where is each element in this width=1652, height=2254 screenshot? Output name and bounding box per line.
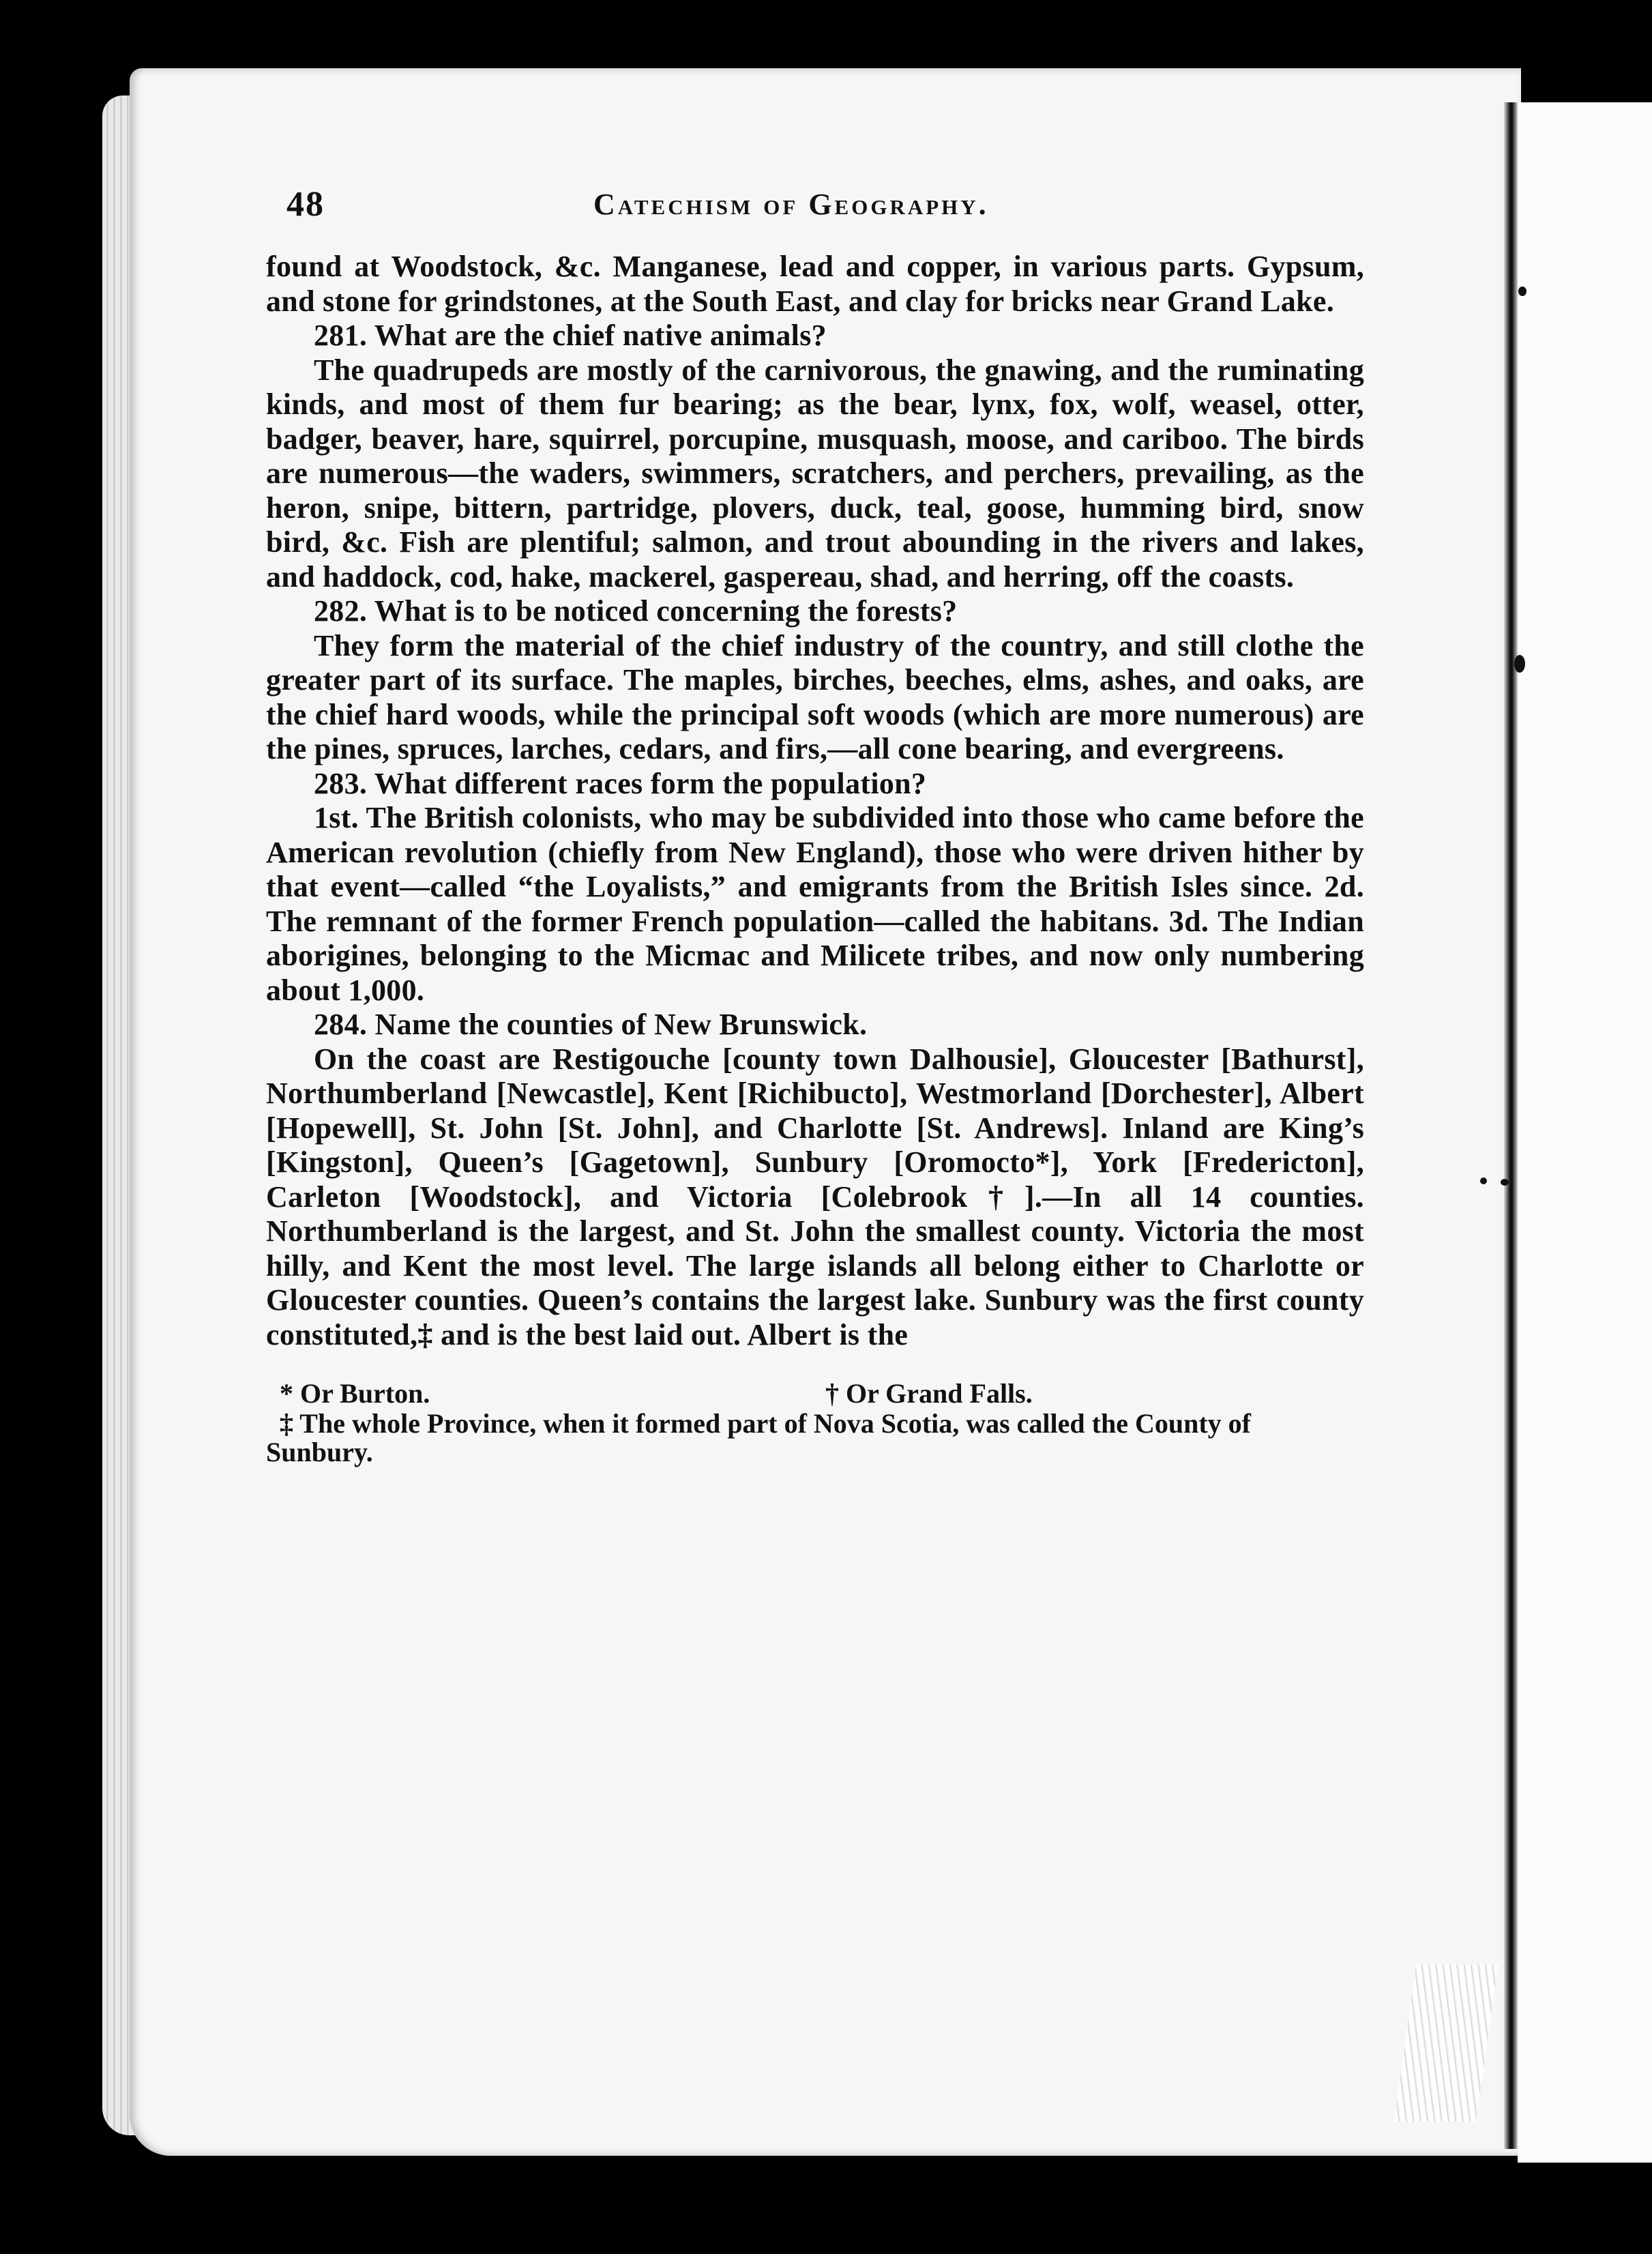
question-281: 281. What are the chief native animals? <box>314 319 827 352</box>
footnote-row <box>266 1379 1364 1409</box>
page-number: 48 <box>286 185 325 224</box>
footnote-dagger: † Or Grand Falls. <box>825 1378 1033 1409</box>
ink-spot <box>1514 655 1525 673</box>
footnotes <box>266 1379 1364 1467</box>
answer-284: On the coast are Restigouche [county town Dalhousie], Gloucester [Bathurst], Northumberland [Newcastle], Kent [Richibucto], Westmorland [Dorchester], Albert [Hopewell], St. John [St. John], and Charlotte [St. Andrews]. Inland are King’s [Kingston], Queen’s [Gagetown], Sunbury [Oromocto*], York [Fredericton], Carleton [Woodstock], and Victoria [Colebrook†].—In all 14 counties. Northumberland is the largest, and St. John the smallest county. Victoria the most hilly, and Kent the most level. The large islands all belong either to Charlotte or Gloucester counties. Queen’s contains the largest lake. Sunbury was the first county constituted,‡ and is the best laid out. Albert is the <box>266 1042 1364 1351</box>
body-text <box>266 250 1364 1352</box>
ink-spot <box>1501 1179 1509 1186</box>
paragraph-minerals: found at Woodstock, &c. Manganese, lead and copper, in various parts. Gypsum, and stone for grindstones, at the South East, and clay for bricks near Grand Lake. <box>266 250 1364 318</box>
page-content <box>266 184 1364 1467</box>
ink-spot <box>1518 287 1526 296</box>
ink-spot <box>1480 1177 1487 1184</box>
footnote-star: * Or Burton. <box>280 1378 430 1409</box>
question-284: 284. Name the counties of New Brunswick. <box>314 1008 868 1041</box>
footnote-double-dagger: ‡ The whole Province, when it formed part of Nova Scotia, was called the County of Sunbury. <box>266 1408 1251 1467</box>
answer-282: They form the material of the chief industry of the country, and still clothe the greater part of its surface. The maples, birches, beeches, elms, ashes, and oaks, are the chief hard woods, while the principal soft woods (which are more numerous) are the pines, spruces, larches, cedars, and firs,—all cone bearing, and evergreens. <box>266 628 1364 765</box>
page-header <box>266 184 1364 250</box>
answer-281: The quadrupeds are mostly of the carnivorous, the gnawing, and the ruminating kinds, and most of them fur bearing; as the bear, lynx, fox, wolf, weasel, otter, badger, beaver, hare, squirrel, porcupine, musquash, moose, and cariboo. The birds are numerous—the waders, swimmers, scratchers, and perchers, prevailing, as the heron, snipe, bittern, partridge, plovers, duck, teal, goose, humming bird, snow bird, &c. Fish are plentiful; salmon, and trout abounding in the rivers and lakes, and haddock, cod, hake, mackerel, gaspereau, shad, and herring, off the coasts. <box>266 353 1364 594</box>
running-title: Catechism of Geography. <box>593 188 989 221</box>
facing-page <box>1518 102 1652 2163</box>
book-spine <box>1504 102 1518 2149</box>
answer-283: 1st. The British colonists, who may be subdivided into those who came before the American revolution (chiefly from New England), those who were driven hither by that event—called “the Loyalists,” and emigrants from the British Isles since. 2d. The remnant of the former French population—called the habitans. 3d. The Indian aborigines, belonging to the Micmac and Milicete tribes, and now only numbering about 1,000. <box>266 801 1364 1007</box>
question-283: 283. What different races form the population? <box>314 766 927 800</box>
question-282: 282. What is to be noticed concerning the forests? <box>314 594 958 628</box>
